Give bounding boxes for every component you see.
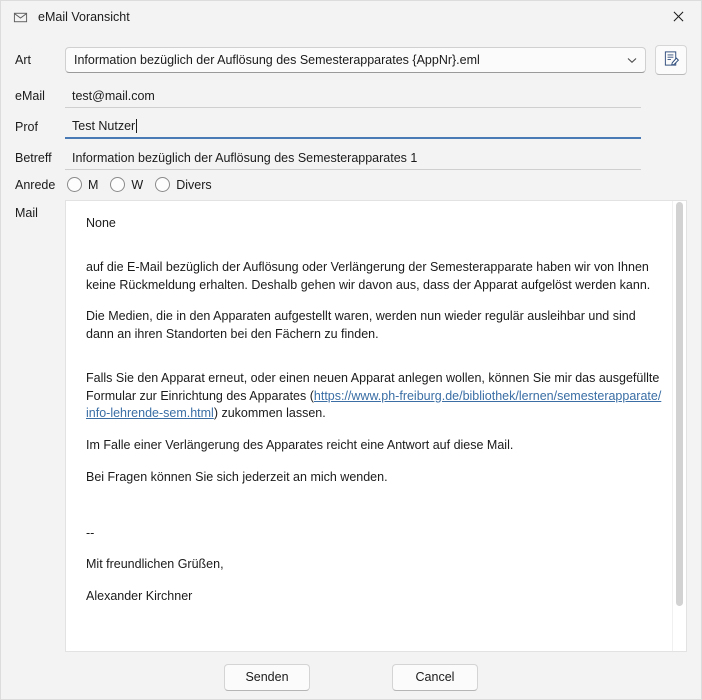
row-prof: [15, 115, 687, 139]
mail-body-content: [66, 201, 686, 634]
mail-signature-separator: --: [86, 525, 95, 540]
email-form: [1, 45, 701, 652]
edit-template-button[interactable]: [655, 45, 687, 75]
row-email: [15, 84, 687, 108]
radio-option-w[interactable]: [110, 177, 143, 192]
close-icon[interactable]: [655, 1, 701, 32]
betreff-input[interactable]: [65, 146, 641, 170]
art-selected-value: Information bezüglich der Auflösung des Semesterapparates {AppNr}.eml: [74, 53, 480, 67]
prof-label: Prof: [15, 120, 38, 134]
radio-label-divers: Divers: [176, 177, 212, 192]
radio-label-m: M: [88, 177, 99, 192]
envelope-icon: [12, 9, 28, 25]
art-label: Art: [15, 53, 31, 67]
mail-scrollbar-thumb[interactable]: [676, 202, 683, 606]
radio-circle-icon: [155, 177, 170, 192]
mail-paragraph-3: Im Falle einer Verlängerung des Apparates reicht eine Antwort auf diese Mail.: [86, 438, 514, 452]
mail-paragraph-4: Bei Fragen können Sie sich jederzeit an mich wenden.: [86, 469, 388, 484]
row-mail: [15, 200, 687, 652]
mail-paragraph-greeting: None: [86, 216, 116, 230]
row-anrede: [15, 177, 687, 192]
edit-document-icon: [663, 50, 680, 70]
radio-option-m[interactable]: [67, 177, 98, 192]
radio-circle-icon: [67, 177, 82, 192]
dialog-footer: [1, 655, 701, 699]
betreff-value: Information bezüglich der Auflösung des Semesterapparates 1: [72, 150, 418, 165]
mail-body-textarea[interactable]: [65, 200, 687, 652]
mail-signature-name: Alexander Kirchner: [86, 589, 193, 603]
email-label: eMail: [15, 89, 45, 103]
mail-signature-closing: Mit freundlichen Grüßen,: [86, 557, 224, 572]
semesterapparate-form-link[interactable]: https://www.ph-freiburg.de/bibliothek/lernen/semesterapparate/info-lehrende-sem.html: [86, 388, 662, 421]
anrede-radio-group: [65, 177, 224, 192]
mail-scrollbar[interactable]: [672, 201, 686, 651]
email-value: test@mail.com: [72, 88, 155, 103]
radio-circle-icon: [110, 177, 125, 192]
text-caret: [136, 119, 137, 133]
mail-link-before: Falls Sie den Apparat erneut, oder einen neuen Apparat anlegen wollen, können Sie mir das ausgefüllte Formular zur Einrichtung des Apparates (: [86, 370, 660, 403]
mail-paragraph-2: Die Medien, die in den Apparaten aufgestellt waren, werden nun wieder regulär ausleihbar und sind dann an ihren Standorten bei den Fächern zu finden.: [86, 309, 636, 341]
prof-input[interactable]: [65, 115, 641, 139]
email-input[interactable]: [65, 84, 641, 108]
mail-paragraph-link: [86, 370, 664, 423]
row-betreff: [15, 146, 687, 170]
mail-label: Mail: [15, 206, 38, 220]
mail-paragraph-1: auf die E-Mail bezüglich der Auflösung oder Verlängerung der Semesterapparate haben wir von Ihnen keine Rückmeldung erhalten. Deshalb gehen wir davon aus, dass der Apparat aufgelöst werden kann.: [86, 259, 651, 292]
cancel-button[interactable]: Cancel: [392, 664, 478, 691]
row-art: [15, 45, 687, 75]
betreff-label: Betreff: [15, 151, 52, 165]
radio-option-divers[interactable]: [155, 177, 211, 192]
radio-label-w: W: [131, 177, 144, 192]
mail-link-after: ) zukommen lassen.: [213, 406, 326, 421]
art-combobox[interactable]: [65, 47, 646, 73]
title-bar: [1, 1, 701, 33]
anrede-label: Anrede: [15, 177, 56, 192]
prof-value: Test Nutzer: [72, 119, 136, 133]
chevron-down-icon: [625, 53, 639, 67]
send-button[interactable]: Senden: [224, 664, 310, 691]
window-title: eMail Voransicht: [38, 10, 130, 24]
